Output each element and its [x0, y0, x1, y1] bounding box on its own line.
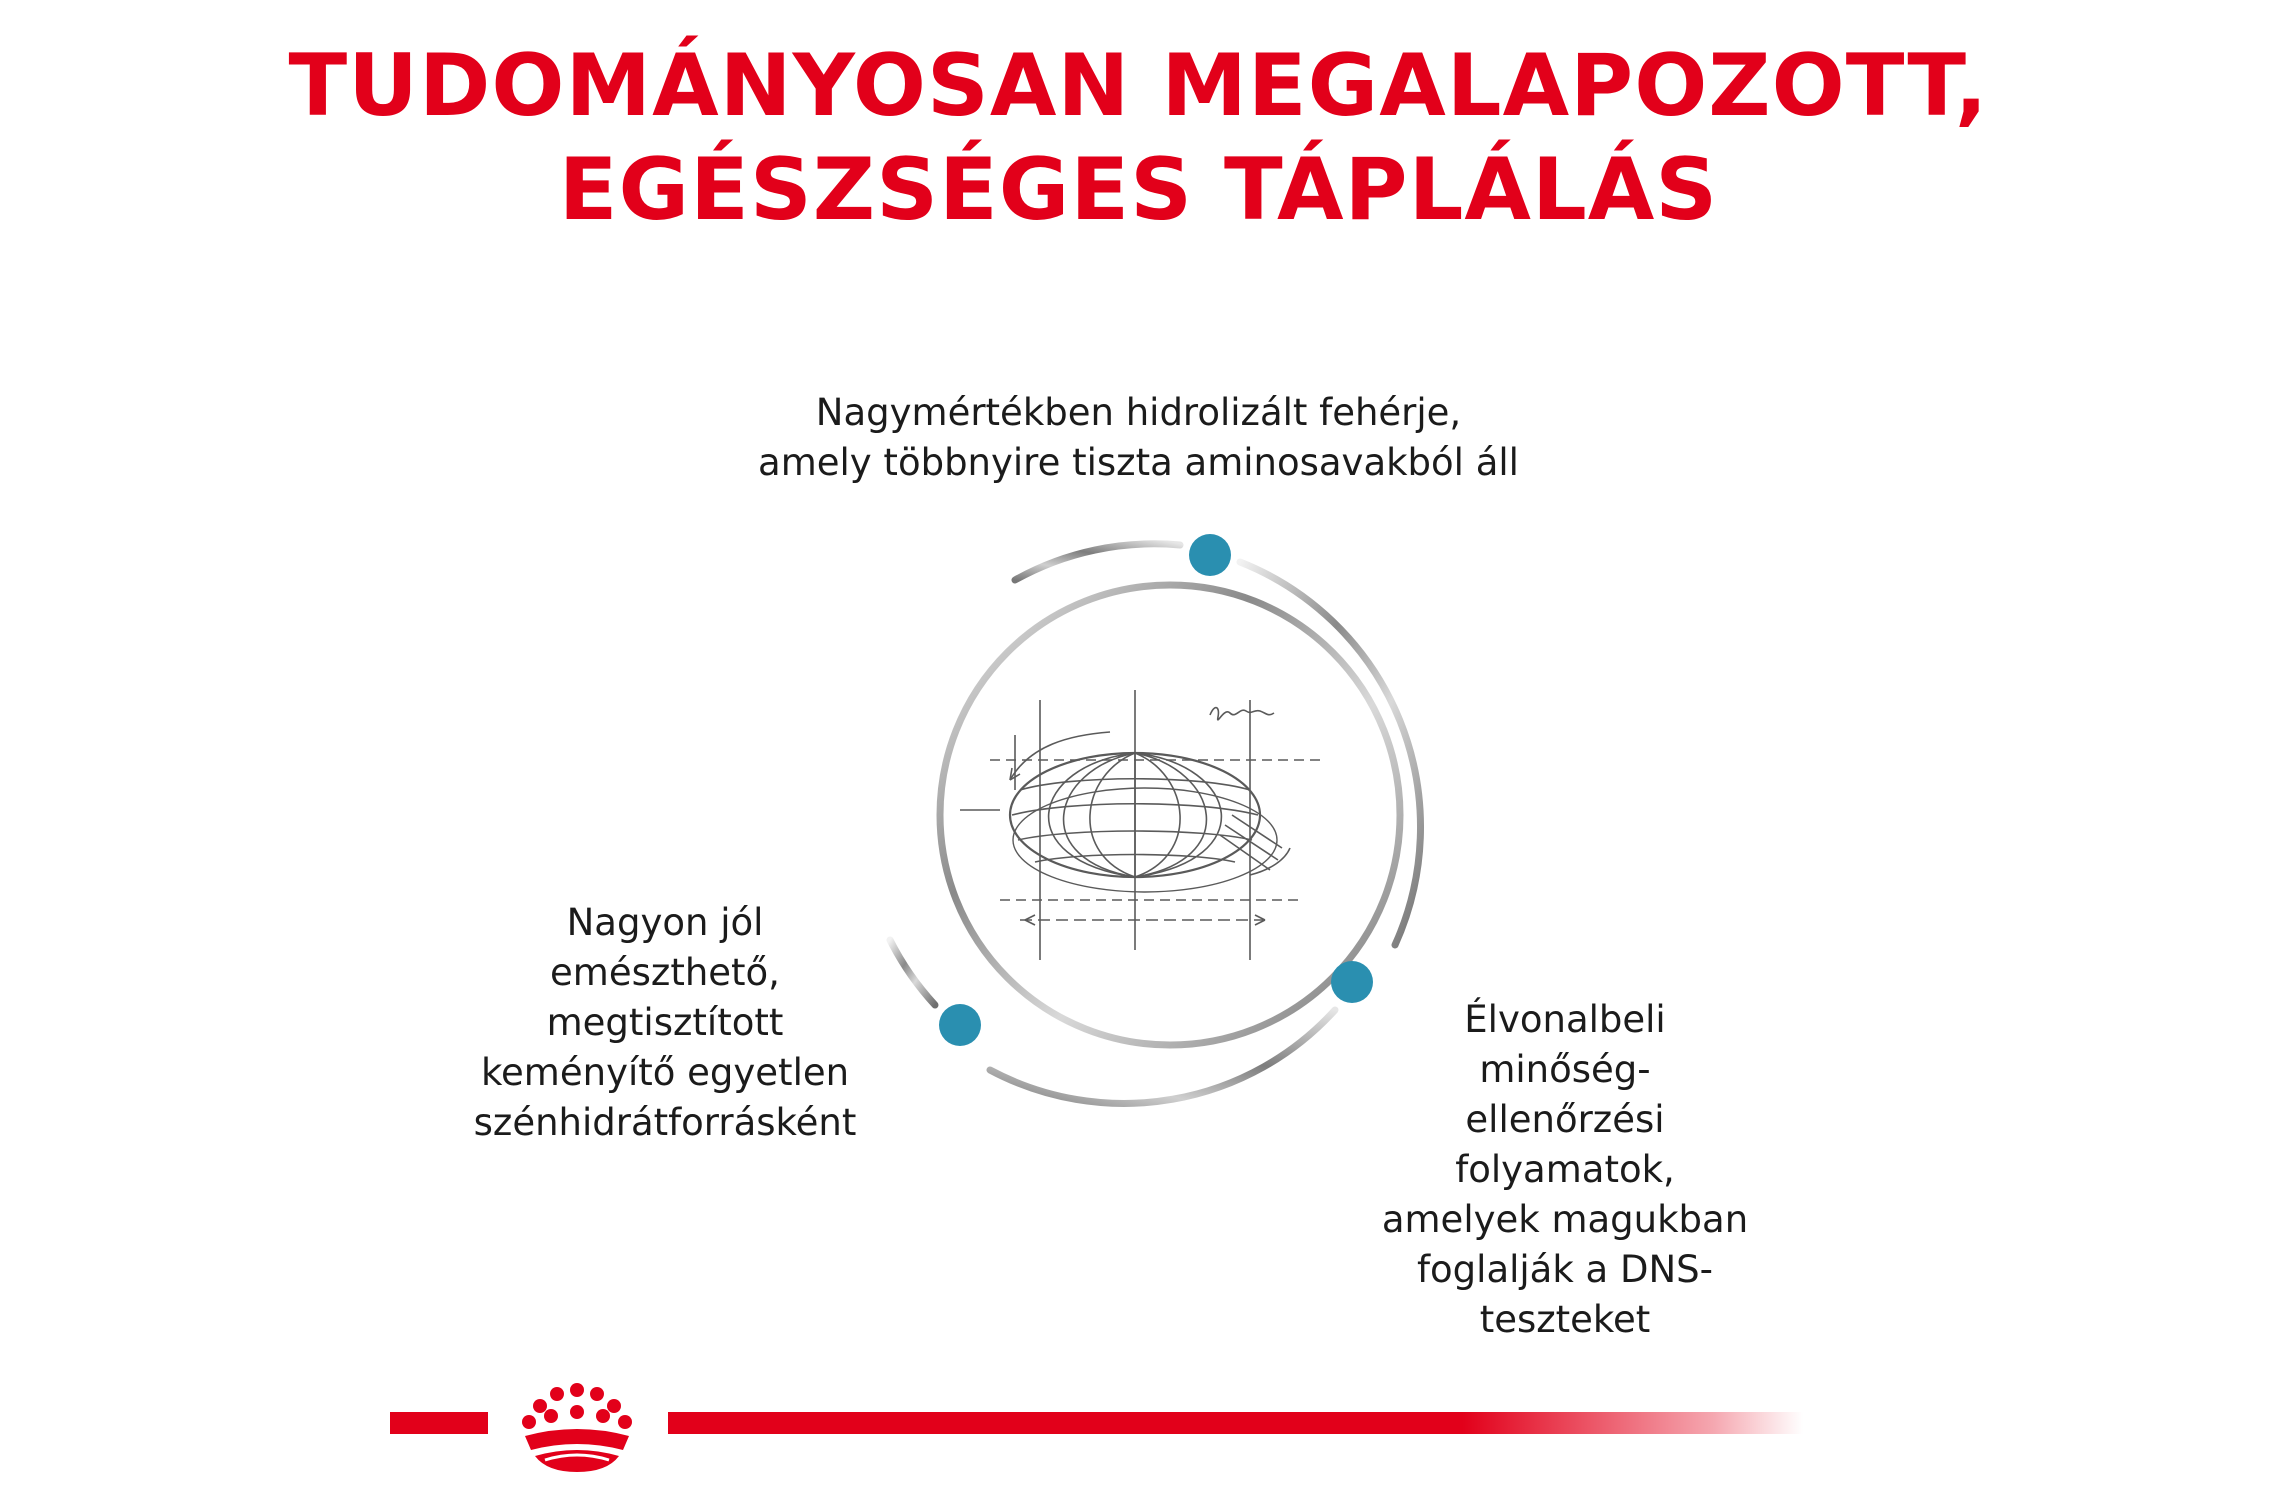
feature-line: ellenőrzési: [1465, 1098, 1665, 1141]
royal-canin-crown-logo: [495, 1378, 660, 1478]
feature-line: emészthető,: [550, 951, 780, 994]
feature-line: teszteket: [1479, 1298, 1651, 1341]
feature-line: Nagyon jól: [566, 901, 764, 944]
feature-line: szénhidrátforrásként: [473, 1101, 857, 1144]
kibble-sketch-icon: [960, 690, 1320, 960]
feature-line: amely többnyire tiszta aminosavakból áll: [758, 441, 1519, 484]
feature-line: keményítő egyetlen: [480, 1051, 850, 1094]
feature-line: Nagymértékben hidrolizált fehérje,: [815, 391, 1462, 434]
marker-dot-top: [1189, 534, 1231, 576]
feature-line: megtisztított: [546, 1001, 784, 1044]
title-line-1: TUDOMÁNYOSAN MEGALAPOZOTT,: [288, 36, 1989, 136]
title-line-2: EGÉSZSÉGES TÁPLÁLÁS: [558, 140, 1719, 240]
outer-ring-arc-top: [1015, 544, 1180, 580]
outer-ring-arc-left: [890, 940, 935, 1005]
footer-bar-left: [390, 1412, 488, 1434]
footer-bar-right: [668, 1412, 1803, 1434]
feature-line: foglalják a DNS-: [1417, 1248, 1713, 1291]
feature-line: minőség-: [1479, 1048, 1651, 1091]
outer-ring-arc-bottom: [990, 1010, 1335, 1103]
feature-line: Élvonalbeli: [1464, 998, 1666, 1041]
feature-line: folyamatok,: [1455, 1148, 1675, 1191]
marker-dot-right: [1331, 961, 1373, 1003]
feature-line: amelyek magukban: [1381, 1198, 1749, 1241]
marker-dot-left: [939, 1004, 981, 1046]
